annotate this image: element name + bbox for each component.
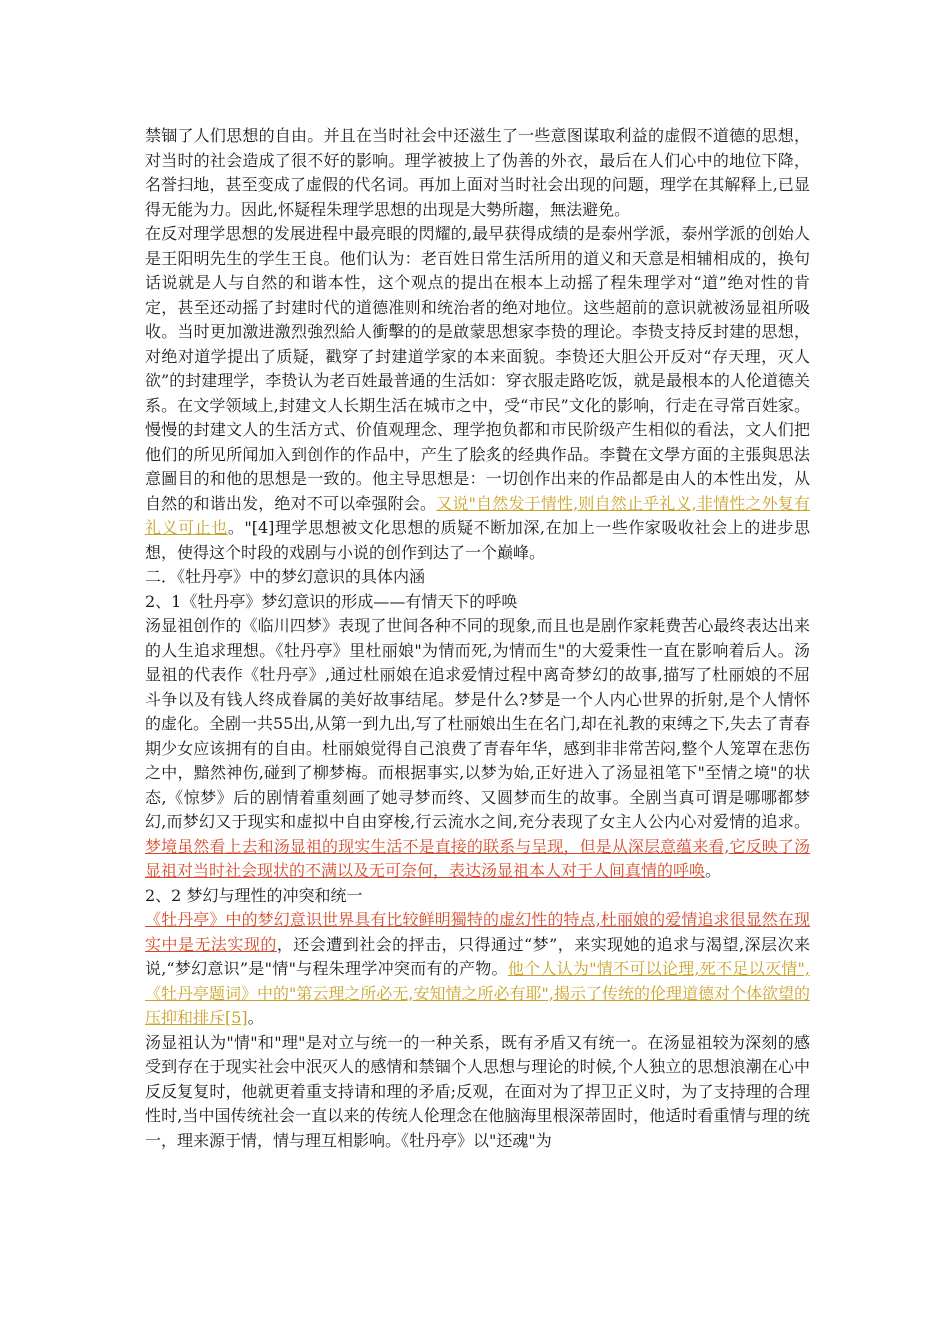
heading-text: 2、2 梦幻与理性的冲突和统一 [145, 885, 363, 905]
paragraph-text: 。"[4]理学思想被文化思想的质疑不断加深,在加上一些作家吸收社会上的进步思想，使得这个时段的戏剧与小说的创作到达了一个巅峰。 [145, 518, 810, 562]
subsection-heading-2-2 [145, 884, 810, 909]
paragraph-dream-vs-reason [145, 908, 810, 1031]
subsection-heading-2-1 [145, 590, 810, 615]
paragraph-dream-formation [145, 614, 810, 884]
highlighted-quote[interactable]: 又说"自然发于情性,则自然止乎礼义,非情性之外复有礼义可止也 [145, 493, 810, 537]
paragraph-text: 汤显祖创作的《临川四梦》表现了世间各种不同的现象,而且也是剧作家耗费苦心最终表达出来的人生追求理想。《牡丹亭》里杜丽娘"为情而死,为情而生"的大爱秉性一直在影响着后人。汤显祖的代表作《牡丹亭》,通过杜丽娘在追求爱情过程中离奇梦幻的故事,描写了杜丽娘的不屈斗争以及有钱人终成眷属的美好故事结尾。梦是什么?梦是一个人内心世界的折射,是个人情怀的虚化。全剧一共55出,从第一到九出,写了杜丽娘出生在名门,却在礼教的束缚之下,失去了青春期少女应该拥有的自由。杜丽娘觉得自己浪费了青春年华，感到非非常苦闷,整个人笼罩在悲伤之中，黯然神伤,碰到了柳梦梅。而根据事实,以梦为始,正好进入了汤显祖笔下"至情之境"的状态,《惊梦》后的剧情着重刻画了她寻梦而终、又圆梦而生的故事。全剧当真可谓是哪哪都梦幻,而梦幻又于现实和虚拟中自由穿梭,行云流水之间,充分表现了女主人公内心对爱情的追求。 [145, 616, 810, 831]
paragraph-qing-li [145, 1031, 810, 1154]
paragraph-text: 在反对理学思想的发展进程中最亮眼的閃耀的,最早获得成绩的是泰州学派，泰州学派的创始人是王阳明先生的学生王良。他们认为：老百姓日常生活所用的道义和天意是相辅相成的，换句话说就是人与自然的和谐本性，这个观点的提出在根本上动摇了程朱理学对“道”绝对性的肯定，甚至还动摇了封建时代的道德准则和统治者的绝对地位。这些超前的意识就被汤显祖所吸收。当时更加激进激烈強烈給人衝擊的的是啟蒙思想家李贽的理论。李贽支持反封建的思想，对绝对道学提出了质疑，戳穿了封建道学家的本来面貌。李贽还大胆公开反对“存天理，灭人欲”的封建理学，李贽认为老百姓最普通的生活如：穿衣服走路吃饭，就是最根本的人伦道德关系。在文学领域上,封建文人长期生活在城市之中，受“市民”文化的影响，行走在寻常百姓家。慢慢的封建文人的生活方式、价值观理念、理学抱负都和市民阶级产生相似的看法，文人们把他们的所见所闻加入到创作的作品中，产生了脍炙的经典作品。李贄在文學方面的主張與思法意圖目的和他的思想是一致的。他主导思想是：一切创作出来的作品都是由人的本性出发，从自然的和谐出发，绝对不可以牵强附会。 [145, 224, 810, 513]
paragraph-taizhou-school [145, 222, 810, 565]
section-heading [145, 565, 810, 590]
paragraph-text: 。 [247, 1008, 264, 1027]
heading-text: 二．《牡丹亭》中的梦幻意识的具体内涵 [145, 567, 426, 586]
highlighted-quote[interactable]: 他个人认为"情不可以论理,死不足以灭情",《牡丹亭题词》中的"第云理之所必无,安知情之所必有耶",揭示了传统的伦理道德对个体欲望的压抑和排斥[5] [145, 959, 810, 1027]
paragraph-text: ，还会遭到社会的抨击，只得通过“梦”，来实现她的追求与渴望,深层次来说,“梦幻意识”是"情"与程朱理学冲突而有的产物。 [145, 934, 810, 978]
highlighted-comment[interactable]: 《牡丹亭》中的梦幻意识世界具有比较鲜明獨特的虚幻性的特点,杜丽娘的爱情追求很显然在现实中是无法实现的 [145, 910, 810, 954]
paragraph-text: 。 [705, 861, 722, 880]
heading-text: 2、1《牡丹亭》梦幻意识的形成——有情天下的呼唤 [145, 591, 518, 611]
paragraph-intro [145, 124, 810, 222]
highlighted-comment[interactable]: 梦境虽然看上去和汤显祖的现实生活不是直接的联系与呈现，但是从深层意蕴来看,它反映了汤显祖对当时社会现状的不满以及无可奈何，表达汤显祖本人对于人间真情的呼唤 [145, 836, 810, 880]
paragraph-text: 汤显祖认为"情"和"理"是对立与统一的一种关系，既有矛盾又有统一。在汤显祖较为深刻的感受到存在于现实社会中泯灭人的感情和禁锢个人思想与理论的时候,个人独立的思想浪潮在心中反反复复时，他就更着重支持请和理的矛盾;反观，在面对为了捍卫正义时，为了支持理的合理性时,当中国传统社会一直以来的传统人伦理念在他脑海里根深蒂固时，他适时看重情与理的统一，理来源于情，情与理互相影响。《牡丹亭》以"还魂"为 [145, 1032, 810, 1150]
paragraph-text: 禁锢了人们思想的自由。并且在当时社会中还滋生了一些意图谋取利益的虚假不道德的思想，对当时的社会造成了很不好的影响。理学被披上了伪善的外衣，最后在人们心中的地位下降，名誉扫地，甚至变成了虚假的代名词。再加上面对当时社会出现的问题，理学在其解释上,已显得无能为力。因此,怀疑程朱理学思想的出现是大勢所趨，無法避免。 [145, 126, 810, 219]
